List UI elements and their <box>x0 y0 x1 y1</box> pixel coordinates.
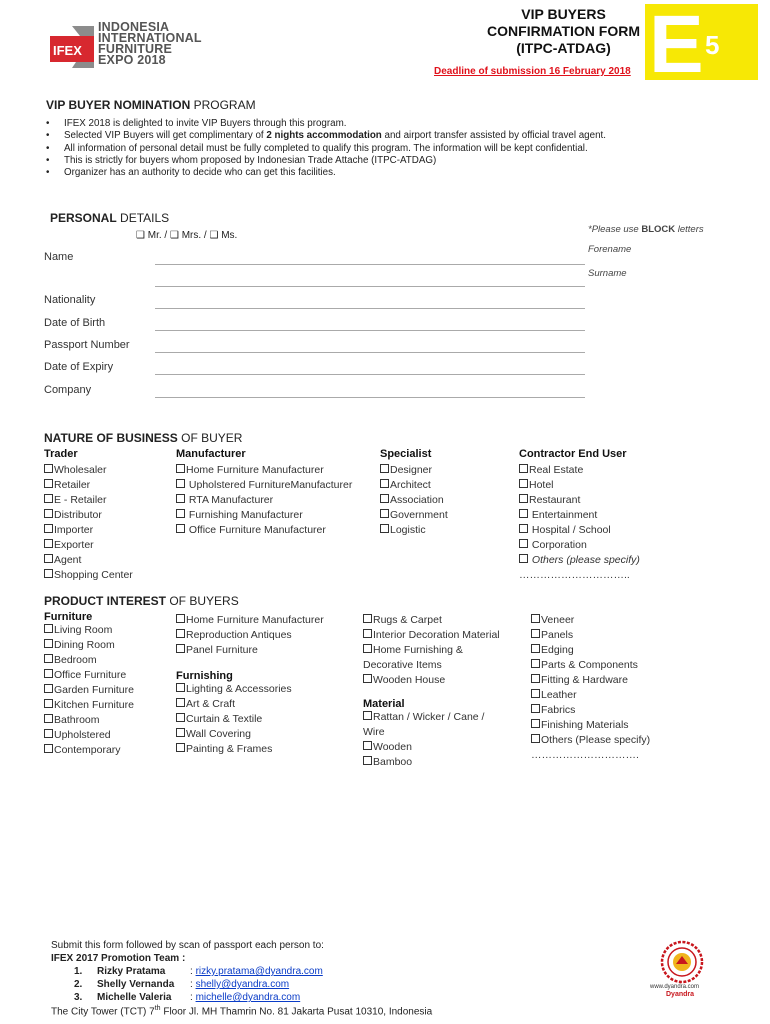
checkbox-option[interactable]: Shopping Center <box>44 568 133 583</box>
product-heading <box>44 594 239 608</box>
passport-input-line[interactable] <box>155 352 585 353</box>
checkbox-option[interactable]: Leather <box>531 688 650 703</box>
trader-heading: Trader <box>44 448 78 460</box>
checkbox-option[interactable]: Bedroom <box>44 653 134 668</box>
checkbox-option[interactable]: Curtain & Textile <box>176 712 324 727</box>
product-column-2 <box>176 613 324 757</box>
product-column-3 <box>363 613 500 770</box>
furnishing-heading: Furnishing <box>176 670 233 682</box>
checkbox-option[interactable]: Office Furniture <box>44 668 134 683</box>
ifex-logo <box>50 22 220 72</box>
option-continuation: Wire <box>363 726 385 738</box>
logo-wordmark <box>98 22 202 66</box>
checkbox-option[interactable]: Painting & Frames <box>176 742 324 757</box>
stamp-brand: Dyandra <box>666 991 695 998</box>
checkbox-option[interactable]: Agent <box>44 553 133 568</box>
checkbox-option[interactable]: Association <box>380 493 448 508</box>
checkbox-option[interactable]: Bamboo <box>363 755 500 770</box>
checkbox-option[interactable]: Logistic <box>380 523 448 538</box>
logo-line: EXPO 2018 <box>98 53 166 67</box>
block-letters-note: *Please use BLOCK letters <box>588 224 704 235</box>
checkbox-option[interactable]: Upholstered <box>44 728 134 743</box>
heading-bold: NATURE OF BUSINESS <box>44 431 178 445</box>
checkbox-option[interactable]: Wholesaler <box>44 463 133 478</box>
checkbox-option[interactable]: Parts & Components <box>531 658 650 673</box>
material-heading: Material <box>363 698 405 710</box>
checkbox-option[interactable]: Home Furniture Manufacturer <box>176 613 324 628</box>
company-input-line[interactable] <box>155 397 585 398</box>
checkbox-option[interactable]: Hotel <box>519 478 640 493</box>
checkbox-option[interactable]: Architect <box>380 478 448 493</box>
checkbox-option[interactable]: Distributor <box>44 508 133 523</box>
heading-bold: PERSONAL <box>50 211 117 225</box>
dob-label: Date of Birth <box>44 317 106 329</box>
dob-input-line[interactable] <box>155 330 585 331</box>
checkbox-option[interactable]: Government <box>380 508 448 523</box>
title-line: (ITPC-ATDAG) <box>516 40 611 56</box>
checkbox-option[interactable]: Contemporary <box>44 743 134 758</box>
contractor-options <box>519 463 640 583</box>
checkbox-option[interactable]: Corporation <box>519 538 640 553</box>
submission-deadline: Deadline of submission 16 February 2018 <box>434 66 631 77</box>
checkbox-option[interactable]: Importer <box>44 523 133 538</box>
surname-input-line[interactable] <box>155 286 585 287</box>
checkbox-option[interactable]: Garden Furniture <box>44 683 134 698</box>
checkbox-option[interactable]: Upholstered FurnitureManufacturer <box>176 478 352 493</box>
ifex-logo-mark <box>50 26 94 68</box>
checkbox-option[interactable]: Art & Craft <box>176 697 324 712</box>
option-continuation: Decorative Items <box>363 659 442 671</box>
personal-heading <box>50 211 169 225</box>
checkbox-option[interactable]: Lighting & Accessories <box>176 682 324 697</box>
email-link[interactable]: michelle@dyandra.com <box>195 992 301 1003</box>
program-bullets <box>44 118 734 179</box>
manufacturer-heading: Manufacturer <box>176 448 246 460</box>
heading-bold: PRODUCT INTEREST <box>44 594 167 608</box>
team-heading: IFEX 2017 Promotion Team : <box>51 953 186 964</box>
manufacturer-column <box>176 448 352 538</box>
checkbox-option[interactable]: Dining Room <box>44 638 134 653</box>
checkbox-option[interactable]: Hospital / School <box>519 523 640 538</box>
checkbox-option[interactable]: Restaurant <box>519 493 640 508</box>
business-heading <box>44 431 242 445</box>
program-heading <box>46 98 256 112</box>
passport-label: Passport Number <box>44 339 130 351</box>
checkbox-option[interactable]: Interior Decoration Material <box>363 628 500 643</box>
nationality-label: Nationality <box>44 294 96 306</box>
checkbox-option[interactable]: Entertainment <box>519 508 640 523</box>
checkbox-option[interactable]: Edging <box>531 643 650 658</box>
logo-line: FURNITURE <box>98 42 173 56</box>
heading-rest: PROGRAM <box>190 98 256 112</box>
title-line: CONFIRMATION FORM <box>487 23 640 39</box>
specialist-column <box>380 448 448 538</box>
furniture-heading: Furniture <box>44 611 93 623</box>
bullet-item: • All information of personal detail must be fully completed to qualify this program. The information will be kept confidential. <box>44 143 734 155</box>
checkbox-option[interactable]: Fabrics <box>531 703 650 718</box>
checkbox-option[interactable]: Fitting & Hardware <box>531 673 650 688</box>
expiry-input-line[interactable] <box>155 374 585 375</box>
dyandra-stamp <box>652 940 714 998</box>
stamp-url: www.dyandra.com <box>650 984 700 990</box>
checkbox-option[interactable]: Reproduction Antiques <box>176 628 324 643</box>
checkbox-option[interactable]: Finishing Materials <box>531 718 650 733</box>
checkbox-option[interactable]: E - Retailer <box>44 493 133 508</box>
trader-column <box>44 448 133 583</box>
email-link[interactable]: rizky.pratama@dyandra.com <box>195 966 323 977</box>
checkbox-option[interactable]: Rattan / Wicker / Cane / <box>363 710 500 725</box>
bullet-item: • Organizer has an authority to decide who can get this facilities. <box>44 167 734 179</box>
dyandra-seal-icon <box>660 940 704 984</box>
company-label: Company <box>44 384 92 396</box>
heading-rest: OF BUYERS <box>166 594 239 608</box>
expiry-label: Date of Expiry <box>44 361 114 373</box>
checkbox-option[interactable]: Wooden House <box>363 673 500 688</box>
nationality-input-line[interactable] <box>155 308 585 309</box>
contractor-heading: Contractor End User <box>519 448 627 460</box>
checkbox-option[interactable]: Home Furnishing & <box>363 643 500 658</box>
checkbox-option[interactable]: Others (Please specify) <box>531 733 650 748</box>
checkbox-option[interactable]: Panel Furniture <box>176 643 324 658</box>
checkbox-option[interactable]: Retailer <box>44 478 133 493</box>
badge-letter: E <box>649 0 704 90</box>
checkbox-option[interactable]: RTA Manufacturer <box>176 493 352 508</box>
heading-rest: OF BUYER <box>177 431 243 445</box>
form-code-badge <box>645 0 758 90</box>
specify-line[interactable]: ………………………….. <box>519 569 630 581</box>
contact-row: 2. Shelly Vernanda : shelly@dyandra.com <box>74 979 290 990</box>
checkbox-option[interactable]: Exporter <box>44 538 133 553</box>
checkbox-option[interactable]: Rugs & Carpet <box>363 613 500 628</box>
address: The City Tower (TCT) 7th Floor Jl. MH Thamrin No. 81 Jakarta Pusat 10310, Indonesia <box>51 1005 433 1018</box>
contact-row: 1. Rizky Pratama : rizky.pratama@dyandra.com <box>74 966 323 977</box>
checkbox-option[interactable]: Home Furniture Manufacturer <box>176 463 352 478</box>
logo-line: INTERNATIONAL <box>98 31 202 45</box>
surname-hint: Surname <box>588 268 627 279</box>
contact-row: 3. Michelle Valeria : michelle@dyandra.com <box>74 992 301 1003</box>
submission-instructions: Submit this form followed by scan of passport each person to: <box>51 940 324 951</box>
forename-hint: Forename <box>588 244 632 255</box>
checkbox-option[interactable]: Office Furniture Manufacturer <box>176 523 352 538</box>
logo-line: INDONESIA <box>98 20 170 34</box>
bullet-item: • This is strictly for buyers whom proposed by Indonesian Trade Attache (ITPC-ATDAG) <box>44 155 734 167</box>
trader-options <box>44 463 133 583</box>
name-label: Name <box>44 251 74 263</box>
manufacturer-options <box>176 463 352 538</box>
checkbox-option[interactable]: Designer <box>380 463 448 478</box>
email-link[interactable]: shelly@dyandra.com <box>195 979 290 990</box>
product-column-4 <box>531 613 650 763</box>
specialist-options <box>380 463 448 538</box>
bullet-item: • IFEX 2018 is delighted to invite VIP Buyers through this program. <box>44 118 734 130</box>
form-title <box>487 6 640 57</box>
checkbox-option[interactable]: Living Room <box>44 623 134 638</box>
checkbox-option[interactable]: Real Estate <box>519 463 640 478</box>
contractor-column <box>519 448 640 583</box>
specify-line[interactable]: …………………………. <box>531 749 639 761</box>
title-choice[interactable]: ❑ Mr. / ❑ Mrs. / ❑ Ms. <box>136 230 238 241</box>
checkbox-option[interactable]: Others (please specify) <box>519 553 640 568</box>
checkbox-option[interactable]: Veneer <box>531 613 650 628</box>
checkbox-option[interactable]: Kitchen Furniture <box>44 698 134 713</box>
contact-list <box>74 966 634 1005</box>
checkbox-option[interactable]: Panels <box>531 628 650 643</box>
furniture-column <box>44 611 134 758</box>
checkbox-option[interactable]: Wooden <box>363 740 500 755</box>
checkbox-option[interactable]: Furnishing Manufacturer <box>176 508 352 523</box>
heading-rest: DETAILS <box>116 211 170 225</box>
specialist-heading: Specialist <box>380 448 432 460</box>
forename-input-line[interactable] <box>155 264 585 265</box>
title-line: VIP BUYERS <box>521 6 606 22</box>
checkbox-option[interactable]: Bathroom <box>44 713 134 728</box>
checkbox-option[interactable]: Wall Covering <box>176 727 324 742</box>
badge-number: 5 <box>705 30 720 60</box>
bullet-item: • Selected VIP Buyers will get complimentary of 2 nights accommodation and airport transfer assisted by official travel agent. <box>44 130 734 142</box>
logo-mark-text: IFEX <box>53 43 82 58</box>
heading-bold: VIP BUYER NOMINATION <box>46 98 191 112</box>
